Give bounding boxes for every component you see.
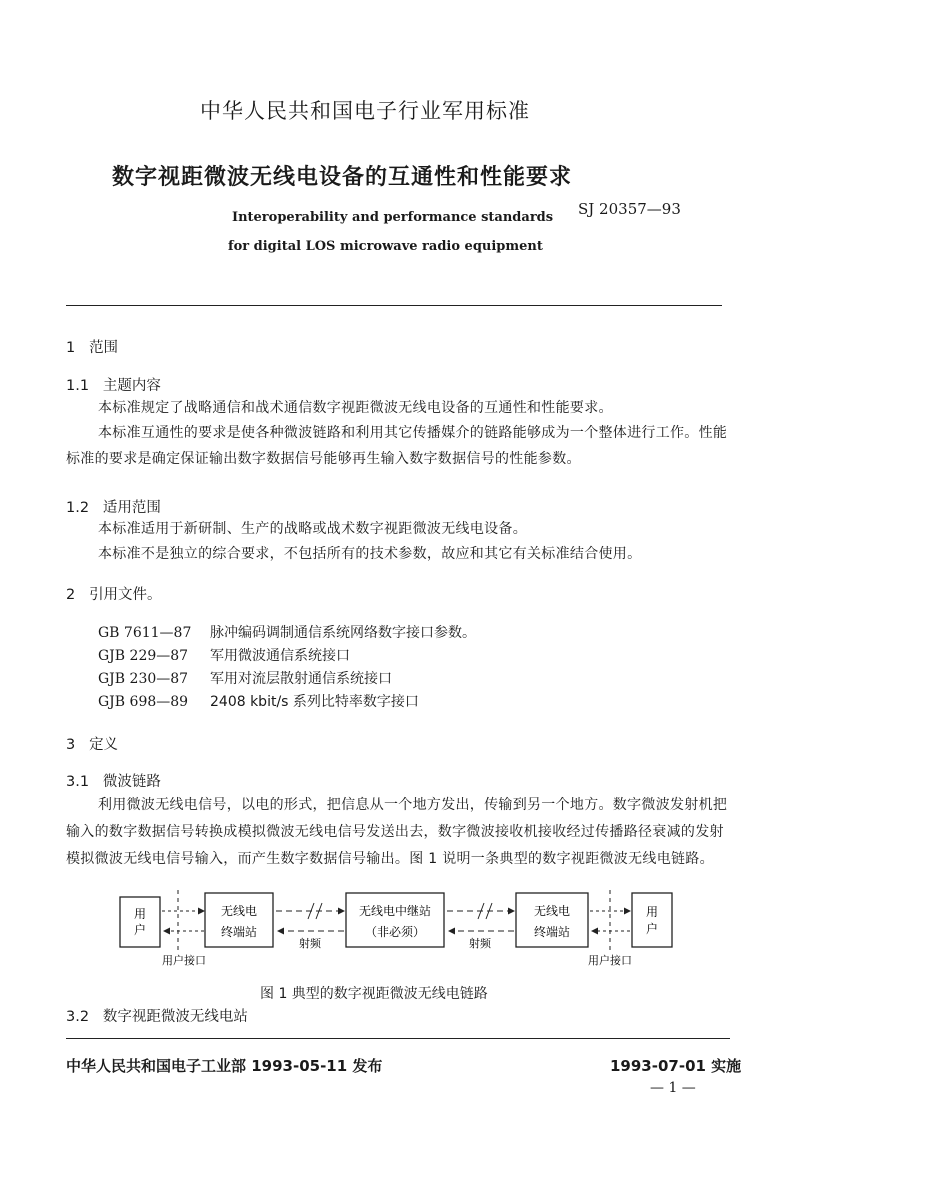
reference-list: [98, 622, 476, 714]
user-box-right: [632, 893, 672, 947]
reference-code: GB 7611—87: [98, 625, 192, 641]
user-interface-label-right: 用户接口: [588, 954, 632, 967]
paragraph-text: 本标准规定了战略通信和战术通信数字视距微波无线电设备的互通性和性能要求。: [98, 400, 613, 416]
reference-title: 军用对流层散射通信系统接口: [210, 671, 392, 687]
section-3-1-heading: [66, 770, 161, 791]
reference-title: 军用微波通信系统接口: [210, 648, 350, 664]
paragraph-text: 本标准不是独立的综合要求，不包括所有的技术参数，故应和其它有关标准结合使用。: [98, 546, 642, 562]
section-title: 适用范围: [102, 500, 161, 516]
section-number: 3.2: [66, 1009, 90, 1025]
reference-code: GJB 698—89: [98, 694, 189, 710]
paragraph: [66, 420, 730, 472]
terminal-label-line2: 终端站: [220, 925, 258, 939]
relay-label-line1: 无线电中继站: [358, 904, 432, 918]
reference-title: 脉冲编码调制通信系统网络数字接口参数。: [210, 625, 476, 641]
section-title: 数字视距微波无线电站: [102, 1009, 248, 1025]
rf-label: 射频: [299, 937, 321, 950]
section-number: 1.2: [66, 500, 90, 516]
reference-item: [98, 668, 476, 691]
section-number: 3: [66, 737, 76, 753]
user-box-left: [120, 897, 160, 947]
user-label-line1: 用: [645, 905, 659, 919]
section-number: 1: [66, 340, 76, 356]
section-3-2-heading: [66, 1005, 248, 1026]
english-title-line2: for digital LOS microwave radio equipment: [228, 239, 543, 254]
issuer-line: 中华人民共和国电子工业部 1993-05-11 发布: [66, 1057, 383, 1075]
reference-code: GJB 229—87: [98, 648, 189, 664]
user-label-line2: 户: [645, 922, 659, 936]
paragraph: [66, 541, 730, 567]
terminal-label-line1: 无线电: [533, 904, 571, 918]
reference-item: [98, 691, 476, 714]
section-1-1-heading: [66, 374, 161, 395]
standard-category-title: 中华人民共和国电子行业军用标准: [200, 99, 530, 123]
figure-1-diagram: [100, 885, 700, 970]
user-interface-label-left: 用户接口: [162, 954, 206, 967]
section-number: 1.1: [66, 378, 90, 394]
page-number: — 1 —: [650, 1080, 696, 1096]
reference-title: 2408 kbit/s 系列比特率数字接口: [210, 694, 419, 710]
figure-caption: 图 1 典型的数字视距微波无线电链路: [260, 986, 488, 1002]
paragraph-text: 利用微波无线电信号，以电的形式，把信息从一个地方发出，传输到另一个地方。数字微波发射机把输入的数字数据信号转换成模拟微波无线电信号发送出去，数字微波接收机接收经过传播路径衰减的发射模拟微波无线电信号输入，而产生数字数据信号输出。图 1 说明一条典型的数字视距微波无线电链路。: [66, 797, 728, 867]
footer-divider: [66, 1038, 730, 1039]
rf-label: 射频: [469, 937, 491, 950]
english-title-line1: Interoperability and performance standards: [232, 210, 554, 225]
relay-label-line2: （非必须）: [364, 925, 426, 939]
section-title: 微波链路: [102, 774, 161, 790]
paragraph: [66, 792, 730, 873]
reference-code: GJB 230—87: [98, 671, 189, 687]
paragraph-text: 本标准互通性的要求是使各种微波链路和利用其它传播媒介的链路能够成为一个整体进行工作。性能标准的要求是确定保证输出数字数据信号能够再生输入数字数据信号的性能参数。: [66, 425, 728, 467]
section-3-heading: [66, 733, 118, 754]
section-1-heading: [66, 336, 118, 357]
section-number: 3.1: [66, 774, 90, 790]
section-number: 2: [66, 587, 76, 603]
terminal-label-line1: 无线电: [220, 904, 258, 918]
user-label-line2: 户: [133, 923, 147, 937]
standard-code: SJ 20357—93: [578, 200, 681, 218]
section-title: 定义: [89, 737, 119, 753]
terminal-label-line2: 终端站: [533, 925, 571, 939]
section-title: 范围: [89, 340, 119, 356]
document-title: 数字视距微波无线电设备的互通性和性能要求: [112, 165, 573, 190]
paragraph-text: 本标准适用于新研制、生产的战略或战术数字视距微波无线电设备。: [98, 521, 527, 537]
effective-date: 1993-07-01 实施: [610, 1057, 742, 1075]
header-divider: [66, 305, 722, 306]
section-1-2-heading: [66, 496, 161, 517]
paragraph: [66, 516, 730, 542]
user-label-line1: 用: [133, 907, 147, 921]
section-2-heading: [66, 583, 162, 604]
section-title: 引用文件。: [89, 587, 162, 603]
section-title: 主题内容: [102, 378, 161, 394]
reference-item: [98, 645, 476, 668]
reference-item: [98, 622, 476, 645]
paragraph: [66, 395, 730, 421]
